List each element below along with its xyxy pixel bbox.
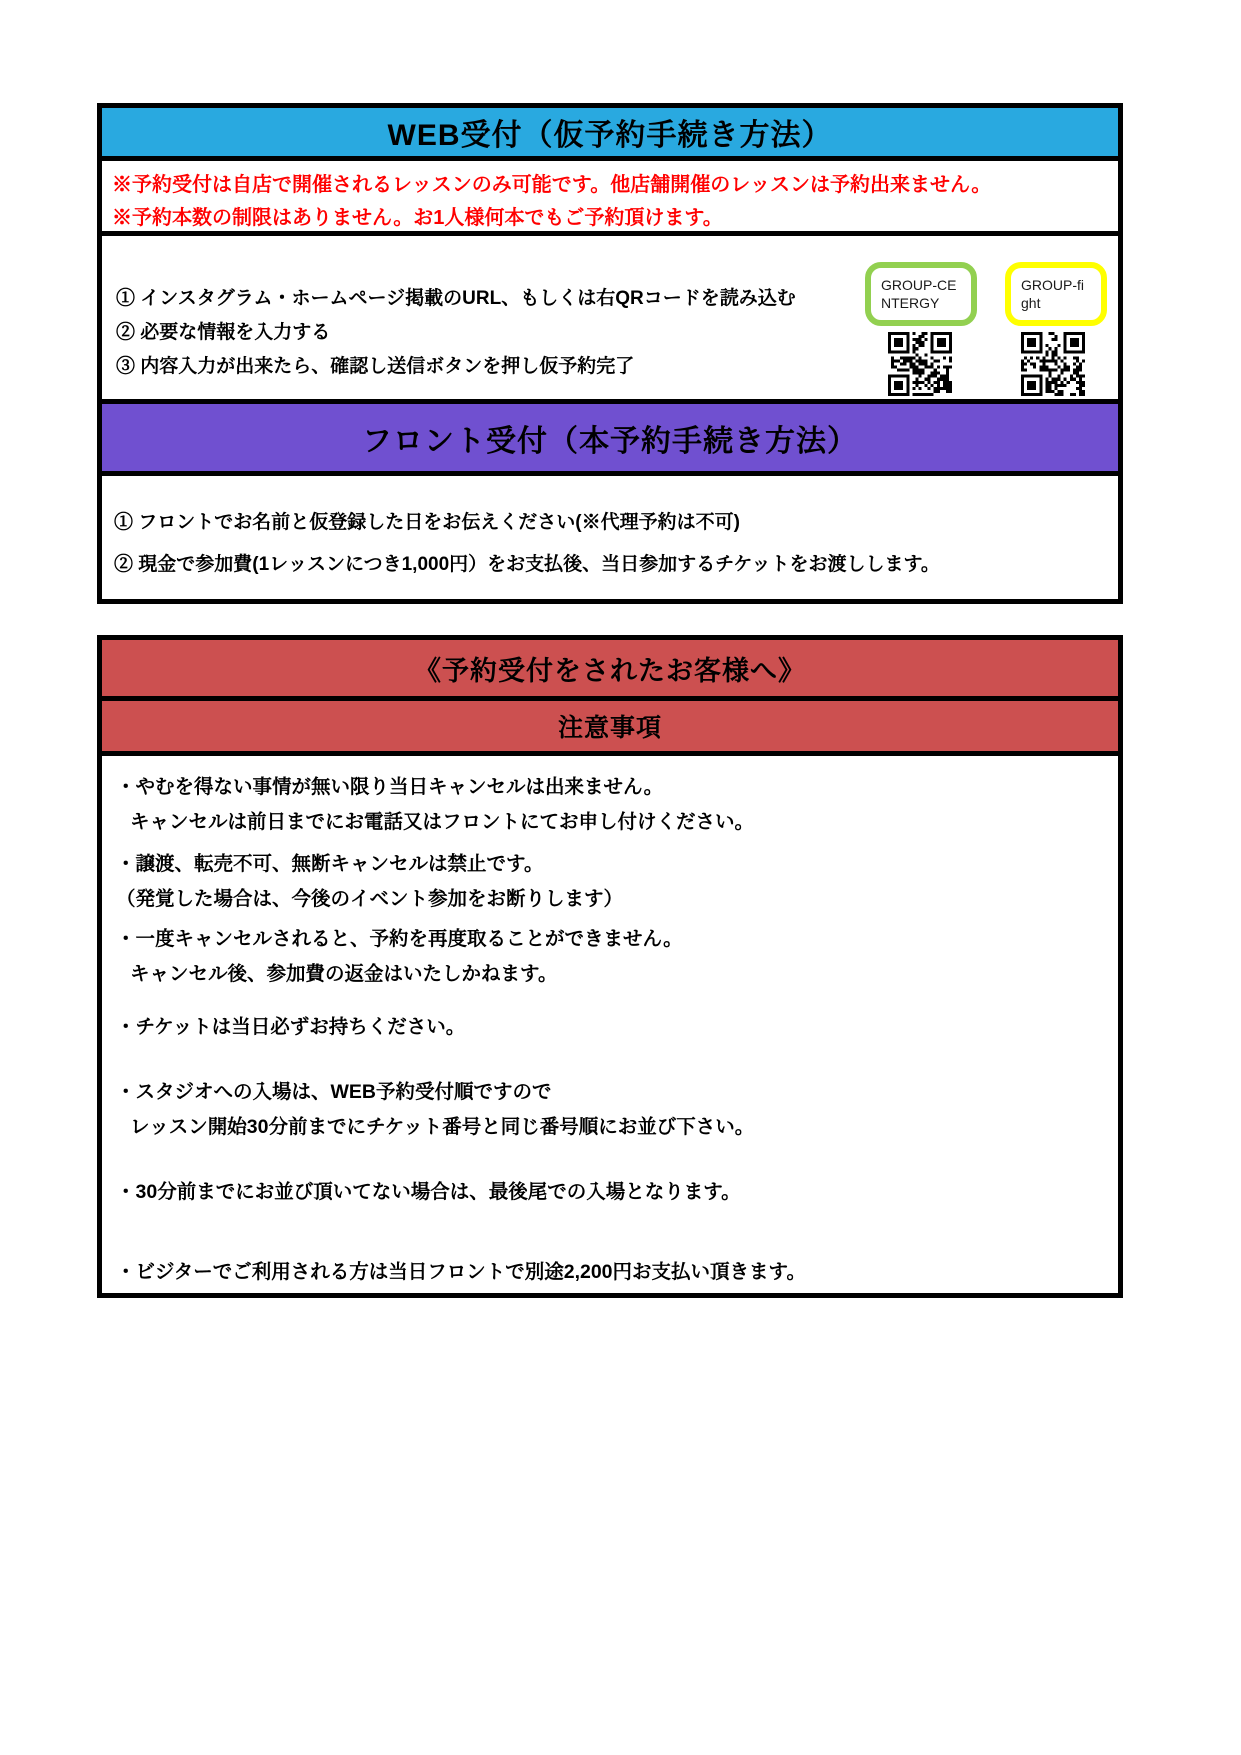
procedures-box xyxy=(97,103,1123,604)
caution-note: レッスン開始30分前までにチケット番号と同じ番号順にお並び下さい。 xyxy=(130,1116,755,1138)
web-step: ③ 内容入力が出来たら、確認し送信ボタンを押し仮予約完了 xyxy=(116,356,635,377)
caution-note: キャンセルは前日までにお電話又はフロントにてお申し付けください。 xyxy=(130,811,755,833)
web-step: ① インスタグラム・ホームページ掲載のURL、もしくは右QRコードを読み込む xyxy=(116,288,796,309)
qr-code-fight-icon xyxy=(1021,332,1085,396)
front-steps-list xyxy=(102,476,1118,586)
caution-note: ・譲渡、転売不可、無断キャンセルは禁止です。 xyxy=(116,853,544,875)
cautions-title: 注意事項 xyxy=(557,714,662,742)
web-step: ② 必要な情報を入力する xyxy=(116,322,331,343)
front-steps-section xyxy=(102,471,1118,599)
caution-note: （発覚した場合は、今後のイベント参加をお断りします） xyxy=(116,888,624,910)
caution-note: ・ビジターでご利用される方は当日フロントで別途2,200円お支払い頂きます。 xyxy=(116,1261,806,1283)
front-step: ① フロントでお名前と仮登録した日をお伝えください(※代理予約は不可) xyxy=(114,512,740,533)
web-section-title: WEB受付（仮予約手続き方法） xyxy=(387,119,833,152)
cautions-banner xyxy=(102,640,1118,696)
qr-badge-fight xyxy=(1005,262,1107,326)
web-section-header xyxy=(102,108,1118,156)
web-notice-section xyxy=(102,156,1118,231)
caution-note: ・チケットは当日必ずお持ちください。 xyxy=(116,1016,466,1038)
caution-note: ・一度キャンセルされると、予約を再度取ることができません。 xyxy=(116,928,683,950)
qr-code-centergy-icon xyxy=(888,332,952,396)
qr-badge-label: GROUP-fight xyxy=(1021,277,1084,311)
front-step: ② 現金で参加費(1レッスンにつき1,000円）をお支払後、当日参加するチケットをお渡しします。 xyxy=(114,554,940,575)
cautions-box xyxy=(97,635,1123,1298)
web-notice-line: ※予約受付は自店で開催されるレッスンのみ可能です。他店舗開催のレッスンは予約出来ません。 xyxy=(112,174,992,196)
cautions-banner-text: 《予約受付をされたお客様へ》 xyxy=(414,655,806,686)
caution-note: キャンセル後、参加費の返金はいたしかねます。 xyxy=(130,963,558,985)
front-section-title: フロント受付（本予約手続き方法） xyxy=(362,424,858,458)
reservation-flyer xyxy=(97,103,1123,1298)
web-steps-section xyxy=(102,231,1118,399)
front-section-header xyxy=(102,399,1118,471)
cautions-notes-section xyxy=(102,751,1118,1293)
caution-note: ・やむを得ない事情が無い限り当日キャンセルは出来ません。 xyxy=(116,776,664,798)
cautions-header xyxy=(102,696,1118,751)
caution-note: ・スタジオへの入場は、WEB予約受付順ですので xyxy=(116,1081,552,1103)
qr-badge-centergy xyxy=(865,262,977,326)
qr-badge-label: GROUP-CENTERGY xyxy=(881,277,957,311)
web-notice-line: ※予約本数の制限はありません。お1人様何本でもご予約頂けます。 xyxy=(112,207,723,229)
caution-note: ・30分前までにお並び頂いてない場合は、最後尾での入場となります。 xyxy=(116,1181,741,1203)
